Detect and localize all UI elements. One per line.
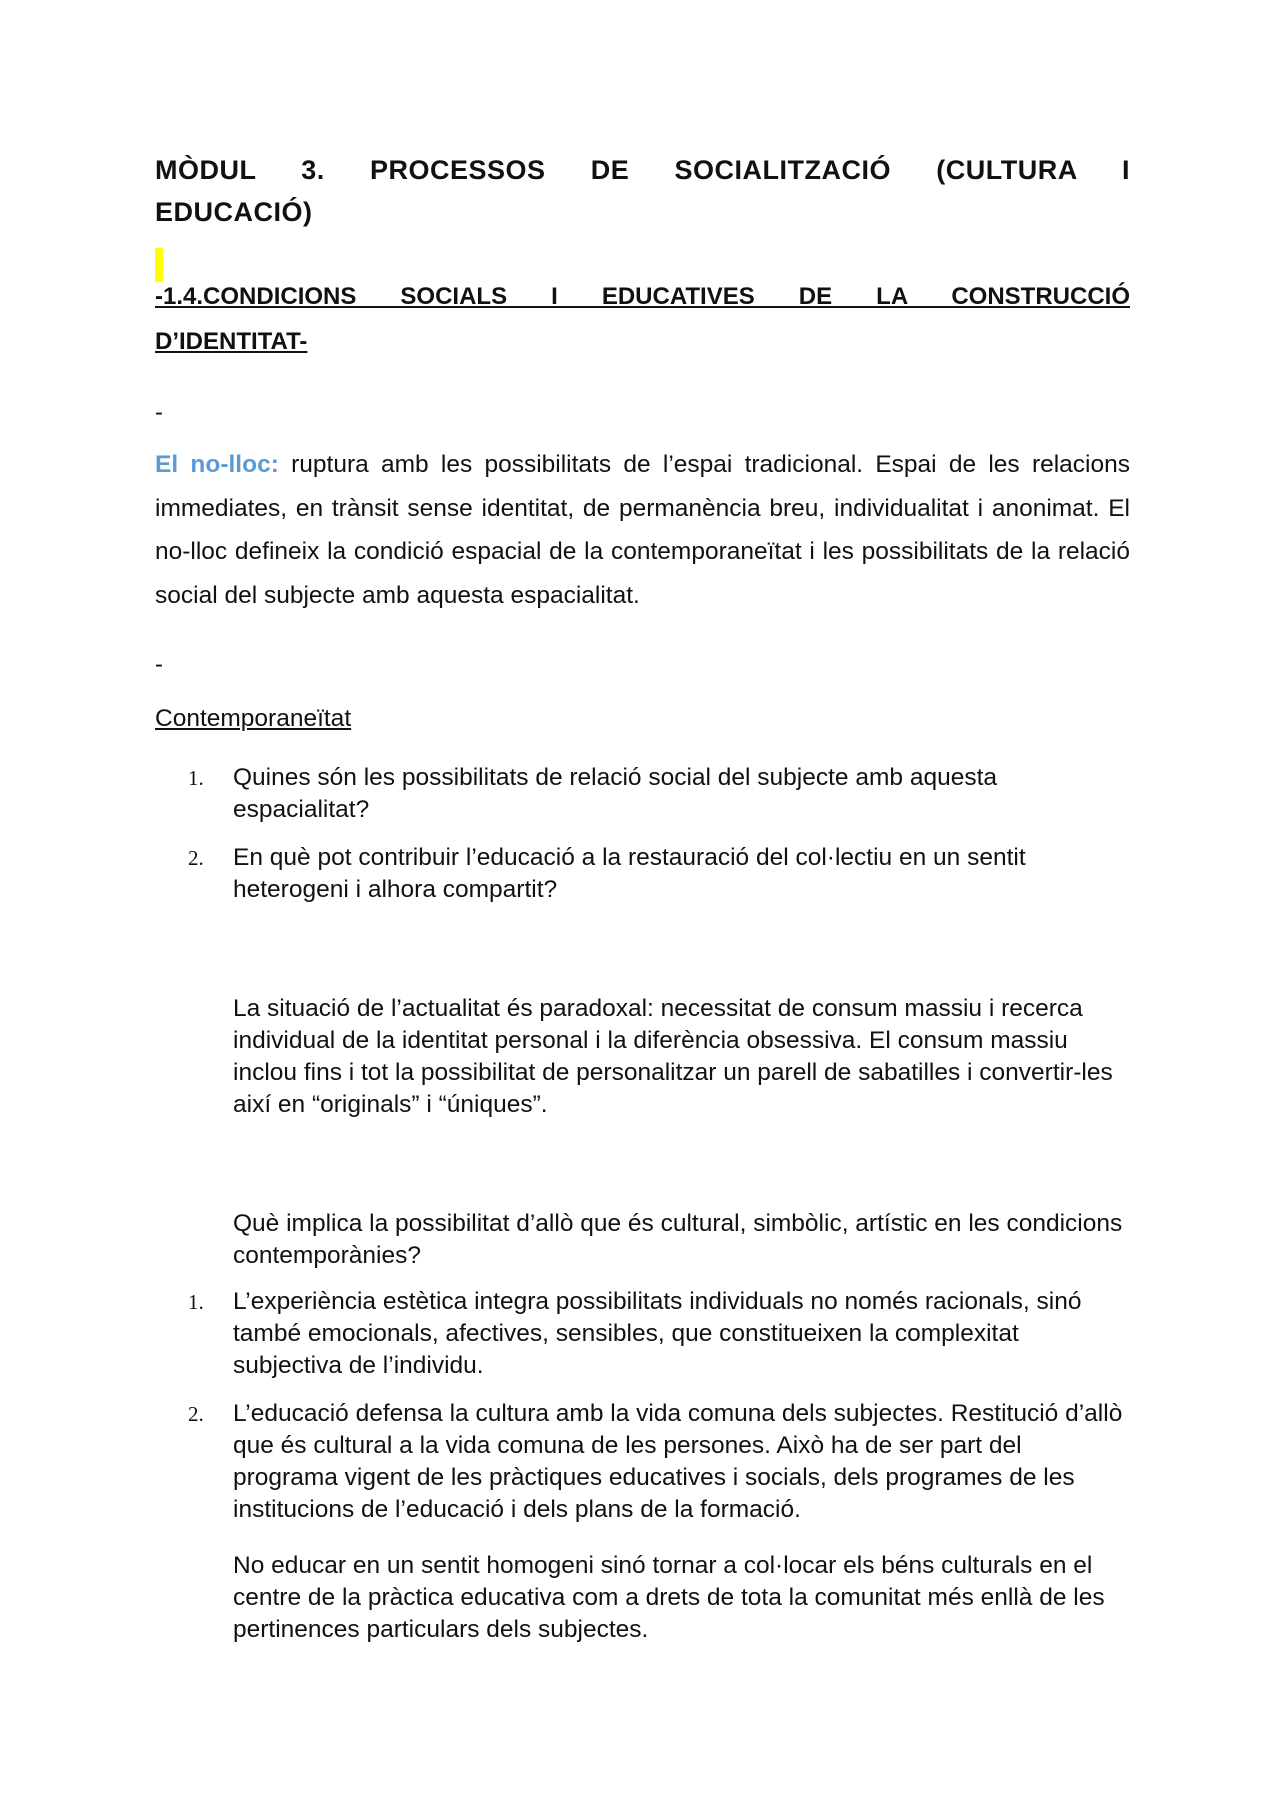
list-item-number: 1. — [188, 1290, 204, 1314]
no-lloc-term: El no-lloc: — [155, 451, 279, 478]
module-title-line1: MÒDUL 3. PROCESSOS DE SOCIALITZACIÓ (CULTURA I — [155, 155, 1130, 185]
dash-separator: - — [155, 651, 163, 678]
no-lloc-paragraph — [155, 443, 1130, 617]
module-title-line2: EDUCACIÓ) — [155, 197, 313, 227]
section-title-line1: -1.4.CONDICIONS SOCIALS I EDUCATIVES DE LA CONSTRUCCIÓ — [155, 283, 1130, 310]
list-item-number: 1. — [188, 766, 204, 790]
closing-paragraph: No educar en un sentit homogeni sinó tornar a col·locar els béns culturals en el centre de la pràctica educativa com a drets de tota la comunitat més enllà de les pertinences particulars dels subjectes. — [233, 1552, 1105, 1643]
no-lloc-text: ruptura amb les possibilitats de l’espai tradicional. Espai de les relacions immediates, en trànsit sense identitat, de permanència breu, individualitat i anonimat. El no-lloc defineix la condició espacial de la contemporaneïtat i les possibilitats de la relació social del subjecte amb aquesta espacialitat. — [155, 451, 1130, 609]
contemporaneitat-heading: Contemporaneïtat — [155, 705, 352, 732]
situacio-paragraph: La situació de l’actualitat és paradoxal: necessitat de consum massiu i recerca individual de la identitat personal i la diferència obsessiva. El consum massiu inclou fins i tot la possibilitat de personalitzar un parell de sabatilles i convertir-les així en “originals” i “úniques”. — [233, 995, 1113, 1118]
list-item-text: Quines són les possibilitats de relació social del subjecte amb aquesta espacialitat? — [233, 764, 998, 823]
list-item-text: L’experiència estètica integra possibilitats individuals no només racionals, sinó també emocionals, afectives, sensibles, que constitueixen la complexitat subjectiva de l’individu. — [233, 1288, 1082, 1379]
highlight-mark — [155, 248, 163, 282]
section-title-line2: D’IDENTITAT- — [155, 328, 308, 355]
dash-separator: - — [155, 399, 163, 426]
list-item-number: 2. — [188, 846, 204, 870]
list-item-number: 2. — [188, 1402, 204, 1426]
cultural-question-paragraph: Què implica la possibilitat d’allò que és cultural, simbòlic, artístic en les condicions contemporànies? — [233, 1210, 1123, 1269]
list-item-text: En què pot contribuir l’educació a la restauració del col·lectiu en un sentit heterogeni i alhora compartit? — [233, 844, 1026, 903]
list-item-text: L’educació defensa la cultura amb la vida comuna dels subjectes. Restitució d’allò que és cultural a la vida comuna de les persones. Això ha de ser part del programa vigent de les pràctiques educatives i socials, dels programes de les institucions de l’educació i dels plans de la formació. — [233, 1400, 1123, 1523]
